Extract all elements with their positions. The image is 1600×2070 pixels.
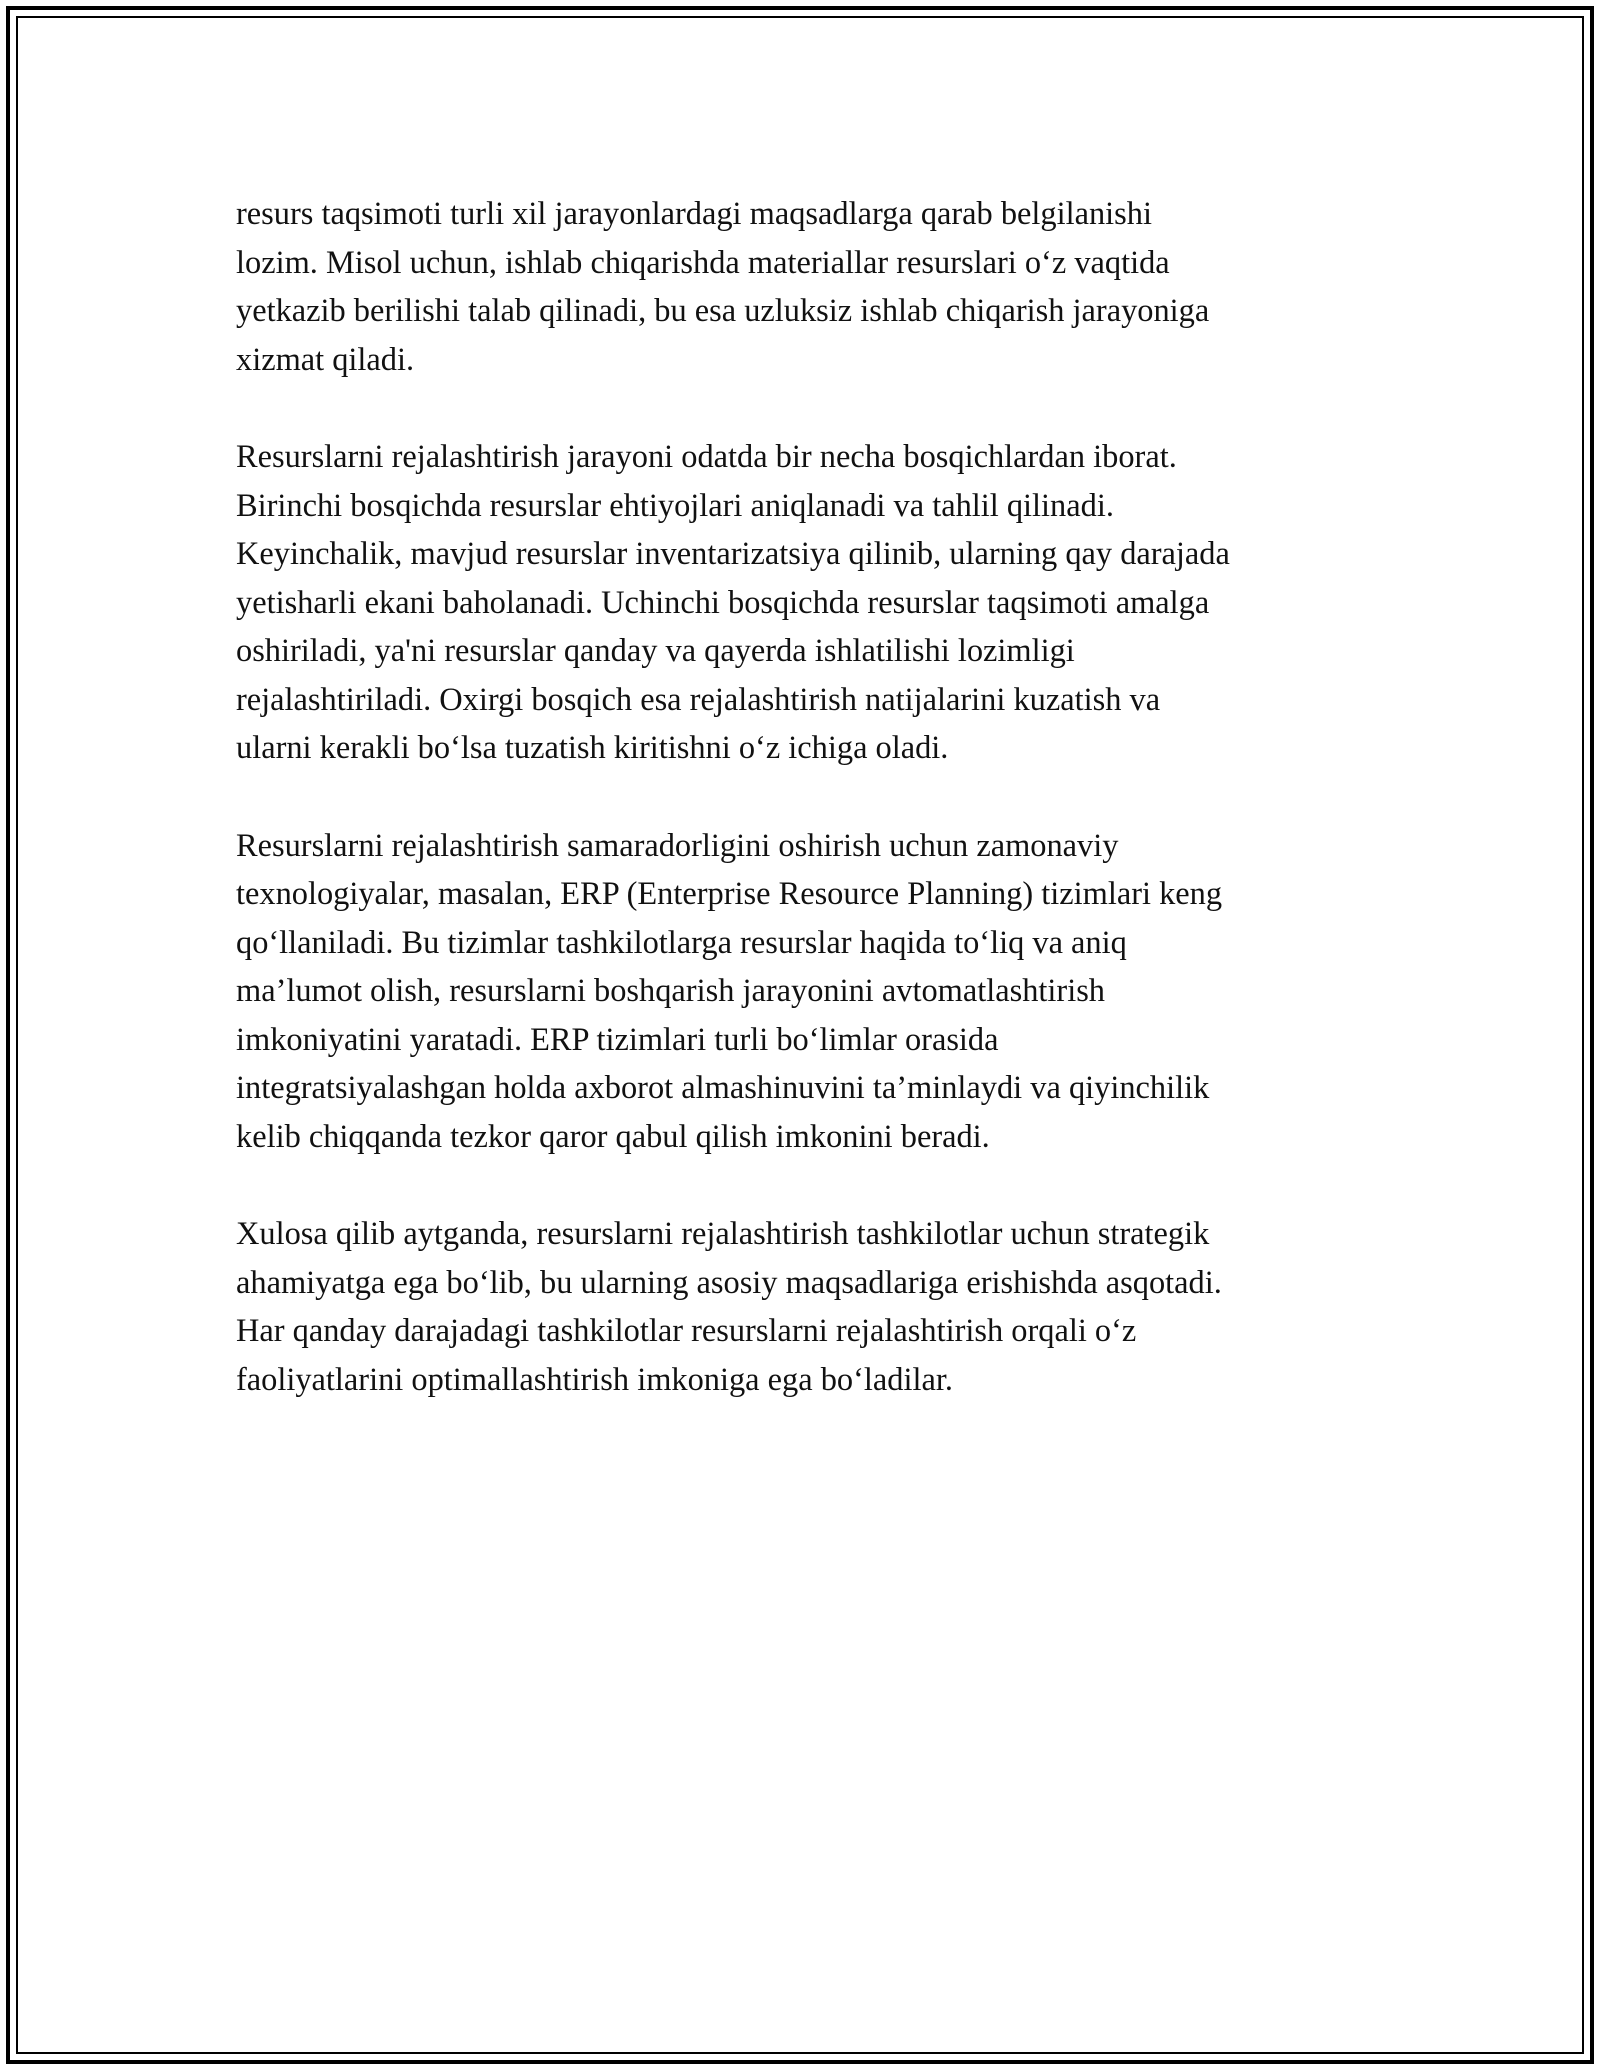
text-line: qo‘llaniladi. Bu tizimlar tashkilotlarga resurslar haqida to‘liq va aniq [236,924,1127,961]
text-line: imkoniyatini yaratadi. ERP tizimlari turli bo‘limlar orasida [236,1021,999,1058]
text-line: kelib chiqqanda tezkor qaror qabul qilish imkonini beradi. [236,1118,990,1155]
text-line: xizmat qiladi. [236,341,415,378]
paragraph-4 [236,1210,1386,1404]
text-line: yetisharli ekani baholanadi. Uchinchi bosqichda resurslar taqsimoti amalga [236,584,1210,621]
paragraph-2 [236,433,1386,773]
text-line: integratsiyalashgan holda axborot almashinuvini ta’minlaydi va qiyinchilik [236,1070,1210,1106]
text-line: ma’lumot olish, resurslarni boshqarish jarayonini avtomatlashtirish [236,973,1105,1009]
text-line: yetkazib berilishi talab qilinadi, bu esa uzluksiz ishlab chiqarish jarayoniga [236,293,1210,329]
text-line: Resurslarni rejalashtirish jarayoni odatda bir necha bosqichlardan iborat. [236,439,1177,475]
text-line: oshiriladi, ya'ni resurslar qanday va qayerda ishlatilishi lozimligi [236,633,1075,669]
text-line: rejalashtiriladi. Oxirgi bosqich esa rejalashtirish natijalarini kuzatish va [236,681,1161,718]
text-line: ularni kerakli bo‘lsa tuzatish kiritishni o‘z ichiga oladi. [236,730,949,766]
text-line: faoliyatlarini optimallashtirish imkoniga ega bo‘ladilar. [236,1361,953,1398]
text-line: lozim. Misol uchun, ishlab chiqarishda materiallar resurslari o‘z vaqtida [236,244,1170,281]
text-line: resurs taqsimoti turli xil jarayonlardagi maqsadlarga qarab belgilanishi [236,196,1152,232]
text-line: Birinchi bosqichda resurslar ehtiyojlari aniqlanadi va tahlil qilinadi. [236,487,1114,524]
text-line: Xulosa qilib aytganda, resurslarni rejalashtirish tashkilotlar uchun strategik [236,1216,1210,1252]
text-line: Har qanday darajadagi tashkilotlar resurslarni rejalashtirish orqali o‘z [236,1313,1137,1349]
text-line: texnologiyalar, masalan, ERP (Enterprise Resource Planning) tizimlari keng [236,876,1223,912]
text-line: Keyinchalik, mavjud resurslar inventarizatsiya qilinib, ularning qay darajada [236,536,1230,572]
paragraph-1 [236,190,1386,384]
paragraph-3 [236,822,1386,1162]
text-line: ahamiyatga ega bo‘lib, bu ularning asosiy maqsadlariga erishishda asqotadi. [236,1264,1222,1301]
text-line: Resurslarni rejalashtirish samaradorligini oshirish uchun zamonaviy [236,827,1119,864]
document-body [236,190,1386,1453]
